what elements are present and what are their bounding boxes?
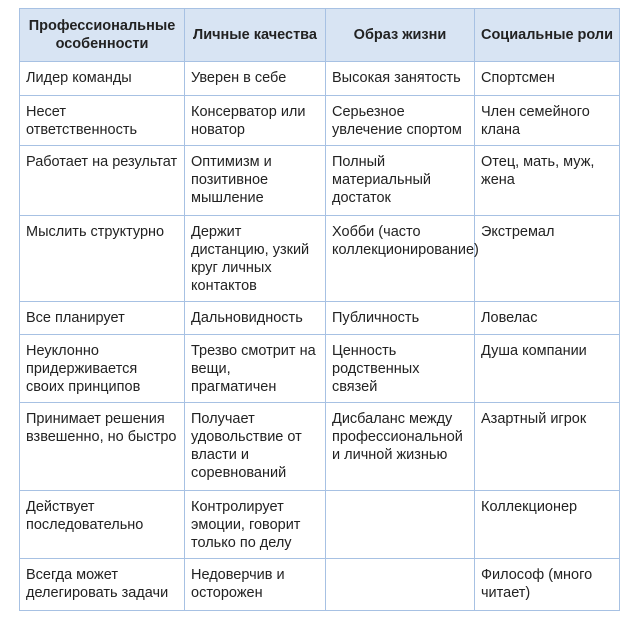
table-row <box>20 491 620 559</box>
table-row <box>20 146 620 216</box>
header-row <box>20 9 620 62</box>
table-row <box>20 302 620 335</box>
table-row <box>20 335 620 403</box>
table-cell: Член семейного клана <box>475 96 620 146</box>
table-row <box>20 96 620 146</box>
table-cell: Принимает решения взвешенно, но быстро <box>20 403 185 491</box>
table-cell: Лидер команды <box>20 62 185 96</box>
table-cell: Трезво смотрит на вещи, прагматичен <box>185 335 326 403</box>
table-cell: Несет ответственность <box>20 96 185 146</box>
table-cell: Оптимизм и позитивное мышление <box>185 146 326 216</box>
table-row <box>20 559 620 611</box>
table-cell: Душа компании <box>475 335 620 403</box>
table-cell: Философ (много читает) <box>475 559 620 611</box>
table-cell: Полный материальный достаток <box>326 146 475 216</box>
table-cell: Коллекционер <box>475 491 620 559</box>
table-cell: Публичность <box>326 302 475 335</box>
table-cell: Хобби (часто коллекционирование) <box>326 216 475 302</box>
table-cell: Работает на результат <box>20 146 185 216</box>
table-row <box>20 403 620 491</box>
table-cell: Все планирует <box>20 302 185 335</box>
table-cell: Всегда может делегировать задачи <box>20 559 185 611</box>
table-cell: Экстремал <box>475 216 620 302</box>
table-cell: Получает удовольствие от власти и соревнований <box>185 403 326 491</box>
table-row <box>20 216 620 302</box>
table-cell <box>326 491 475 559</box>
header-professional: Профессиональные особенности <box>20 9 185 62</box>
table-cell: Дисбаланс между профессиональной и личной жизнью <box>326 403 475 491</box>
table-cell: Ловелас <box>475 302 620 335</box>
header-social-roles: Социальные роли <box>475 9 620 62</box>
table-cell: Серьезное увлечение спортом <box>326 96 475 146</box>
table-cell: Неуклонно придерживается своих принципов <box>20 335 185 403</box>
table-cell: Ценность родственных связей <box>326 335 475 403</box>
table-cell: Высокая занятость <box>326 62 475 96</box>
table-cell: Уверен в себе <box>185 62 326 96</box>
table-cell: Дальновидность <box>185 302 326 335</box>
table-cell: Спортсмен <box>475 62 620 96</box>
table-cell: Действует последовательно <box>20 491 185 559</box>
table-cell <box>326 559 475 611</box>
table-cell: Недоверчив и осторожен <box>185 559 326 611</box>
header-personal: Личные качества <box>185 9 326 62</box>
table-cell: Азартный игрок <box>475 403 620 491</box>
table-cell: Контролирует эмоции, говорит только по делу <box>185 491 326 559</box>
qualities-table <box>19 8 620 611</box>
table-cell: Консерватор или новатор <box>185 96 326 146</box>
table-row <box>20 62 620 96</box>
table-cell: Мыслить структурно <box>20 216 185 302</box>
header-lifestyle: Образ жизни <box>326 9 475 62</box>
table-cell: Отец, мать, муж, жена <box>475 146 620 216</box>
table-cell: Держит дистанцию, узкий круг личных контактов <box>185 216 326 302</box>
